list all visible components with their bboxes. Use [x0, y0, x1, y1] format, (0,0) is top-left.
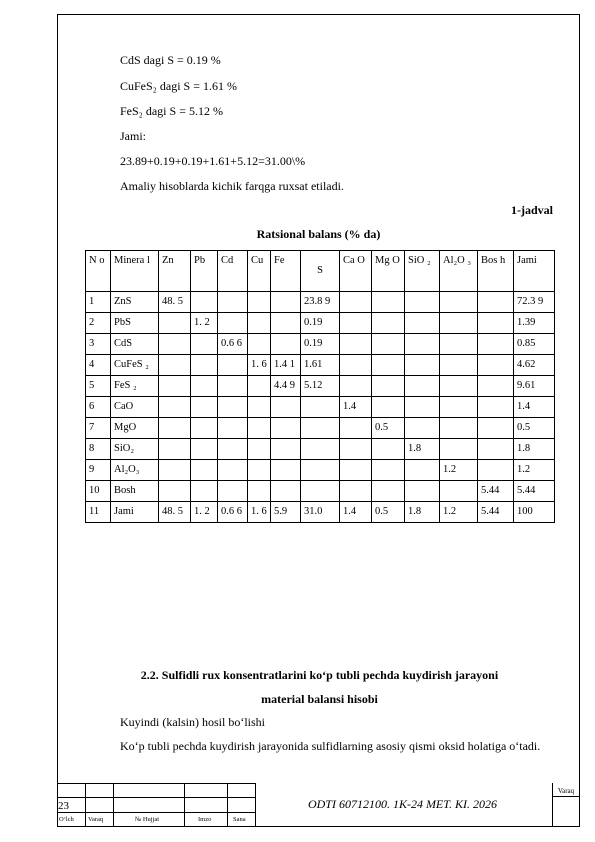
table-cell [159, 334, 191, 355]
table-cell [191, 460, 218, 481]
table-cell: CuFeS ₂ [111, 355, 159, 376]
table-cell [301, 418, 340, 439]
table-cell: 5.44 [478, 502, 514, 523]
table-cell [478, 334, 514, 355]
table-cell: 11 [86, 502, 111, 523]
paragraph-2: Ko‘p tubli pechda kuydirish jarayonida sulfidlarning asosiy qismi oksid holatiga o‘tadi. [120, 739, 541, 753]
header-cell: Fe [271, 251, 301, 292]
table-cell: 1 [86, 292, 111, 313]
table-cell [248, 460, 271, 481]
table-cell [159, 313, 191, 334]
table-cell: 3 [86, 334, 111, 355]
table-cell: ZnS [111, 292, 159, 313]
table-cell [191, 439, 218, 460]
table-cell: 1.4 [514, 397, 555, 418]
table-cell: 6 [86, 397, 111, 418]
table-cell: 1.2 [440, 502, 478, 523]
title-block-stamp [57, 783, 580, 827]
table-cell [405, 292, 440, 313]
table-cell: 48. 5 [159, 292, 191, 313]
table-cell [405, 376, 440, 397]
table-cell [218, 355, 248, 376]
table-cell: 0.19 [301, 334, 340, 355]
table-cell: 5 [86, 376, 111, 397]
table-cell [440, 439, 478, 460]
intro-line-6: Amaliy hisoblarda kichik farqga ruxsat etiladi. [120, 179, 344, 193]
table-cell: 1. 2 [191, 313, 218, 334]
table-cell [248, 418, 271, 439]
table-cell [218, 481, 248, 502]
table-cell: 1.4 [340, 502, 372, 523]
table-cell: 5.44 [478, 481, 514, 502]
page-number: 23 [58, 800, 69, 812]
header-cell: SiO ₂ [405, 251, 440, 292]
table-cell [191, 481, 218, 502]
table-cell [159, 376, 191, 397]
intro-line-3: FeS₂ dagi S = 5.12 % [120, 104, 223, 118]
table-cell: 7 [86, 418, 111, 439]
table-cell [218, 313, 248, 334]
table-cell [301, 397, 340, 418]
table-label: 1-jadval [511, 203, 553, 217]
table-cell: Al₂O₃ [111, 460, 159, 481]
table-row [86, 460, 555, 481]
header-cell: N o [86, 251, 111, 292]
table-cell [301, 481, 340, 502]
table-cell [271, 292, 301, 313]
table-cell: 8 [86, 439, 111, 460]
table-cell [301, 460, 340, 481]
table-cell [159, 439, 191, 460]
table-row [86, 376, 555, 397]
table-cell [340, 481, 372, 502]
table-cell [372, 334, 405, 355]
table-cell [218, 292, 248, 313]
table-cell: Jami [111, 502, 159, 523]
table-cell: FeS ₂ [111, 376, 159, 397]
table-cell: PbS [111, 313, 159, 334]
table-cell [301, 439, 340, 460]
table-cell [405, 313, 440, 334]
header-cell: Al₂O ₃ [440, 251, 478, 292]
table-cell [218, 460, 248, 481]
table-cell: 23.8 9 [301, 292, 340, 313]
paragraph-1: Kuyindi (kalsin) hosil bo‘lishi [120, 715, 265, 729]
table-cell [191, 418, 218, 439]
table-cell: 0.5 [372, 502, 405, 523]
table-cell [218, 418, 248, 439]
table-cell [218, 439, 248, 460]
stamp-col-hujjat: № Hujjat [135, 816, 160, 823]
table-cell [440, 418, 478, 439]
table-cell [271, 334, 301, 355]
table-cell [372, 460, 405, 481]
header-cell: Cd [218, 251, 248, 292]
table-cell [271, 439, 301, 460]
section-title-line-1: 2.2. Sulfidli rux konsentratlarini ko‘p tubli pechda kuydirish jarayoni [140, 668, 499, 682]
table-row [86, 481, 555, 502]
table-cell: 1.8 [405, 439, 440, 460]
table-row [86, 334, 555, 355]
table-cell: 5.44 [514, 481, 555, 502]
header-cell: Jami [514, 251, 555, 292]
table-cell: 1.2 [440, 460, 478, 481]
table-cell: 5.12 [301, 376, 340, 397]
table-cell: 1.4 [340, 397, 372, 418]
table-cell [478, 418, 514, 439]
table-row [86, 313, 555, 334]
table-cell [405, 460, 440, 481]
table-cell [340, 334, 372, 355]
table-cell: 31.0 [301, 502, 340, 523]
table-cell [340, 313, 372, 334]
header-cell: S [301, 251, 340, 292]
table-cell [271, 397, 301, 418]
table-cell [478, 313, 514, 334]
table-cell [159, 355, 191, 376]
table-cell [248, 481, 271, 502]
table-cell [218, 376, 248, 397]
stamp-col-sana: Sana [233, 816, 246, 823]
table-header-row [86, 251, 555, 292]
intro-line-1: CdS dagi S = 0.19 % [120, 53, 221, 67]
table-cell [218, 397, 248, 418]
table-cell: 100 [514, 502, 555, 523]
table-cell [478, 397, 514, 418]
table-cell: 2 [86, 313, 111, 334]
rational-balance-table [85, 250, 555, 523]
intro-line-4: Jami: [120, 129, 146, 143]
table-cell: 48. 5 [159, 502, 191, 523]
table-cell [191, 376, 218, 397]
table-cell: 0.6 6 [218, 502, 248, 523]
header-cell: Mg O [372, 251, 405, 292]
table-cell [340, 355, 372, 376]
table-cell [478, 355, 514, 376]
table-cell: 0.5 [372, 418, 405, 439]
header-cell: Pb [191, 251, 218, 292]
header-cell: Bos h [478, 251, 514, 292]
table-cell: 4 [86, 355, 111, 376]
table-cell: 10 [86, 481, 111, 502]
table-cell: 1.8 [405, 502, 440, 523]
table-cell [372, 439, 405, 460]
table-cell [248, 313, 271, 334]
table-cell [405, 418, 440, 439]
table-row [86, 292, 555, 313]
table-cell [372, 397, 405, 418]
header-cell: Zn [159, 251, 191, 292]
intro-line-5: 23.89+0.19+0.19+1.61+5.12=31.00\% [120, 154, 306, 168]
table-cell [248, 376, 271, 397]
table-cell [405, 397, 440, 418]
table-cell [248, 439, 271, 460]
table-cell [248, 397, 271, 418]
table-cell [405, 334, 440, 355]
table-row [86, 502, 555, 523]
table-row [86, 439, 555, 460]
table-cell [159, 460, 191, 481]
table-cell [340, 376, 372, 397]
table-cell [440, 292, 478, 313]
table-cell [440, 334, 478, 355]
table-cell: 1.39 [514, 313, 555, 334]
table-cell: Bosh [111, 481, 159, 502]
table-cell: 0.85 [514, 334, 555, 355]
table-cell: 9.61 [514, 376, 555, 397]
stamp-col-imzo: Imzo [198, 816, 212, 823]
header-cell: Minera l [111, 251, 159, 292]
table-cell: 0.19 [301, 313, 340, 334]
table-cell [478, 439, 514, 460]
table-cell [159, 481, 191, 502]
stamp-col-olch: O‘lch [59, 816, 74, 823]
table-cell [191, 355, 218, 376]
table-cell [440, 313, 478, 334]
table-cell: 1. 6 [248, 502, 271, 523]
table-cell: 1.2 [514, 460, 555, 481]
table-cell [340, 460, 372, 481]
document-code: ODTI 60712100. 1K-24 MET. KI. 2026 [307, 797, 498, 811]
table-row [86, 355, 555, 376]
table-cell [440, 376, 478, 397]
table-cell [372, 376, 405, 397]
header-cell: Ca O [340, 251, 372, 292]
table-cell [478, 292, 514, 313]
table-cell: 9 [86, 460, 111, 481]
table-cell: 0.6 6 [218, 334, 248, 355]
table-cell [440, 355, 478, 376]
table-cell: SiO₂ [111, 439, 159, 460]
table-cell: 4.62 [514, 355, 555, 376]
table-cell [271, 481, 301, 502]
table-cell [191, 292, 218, 313]
header-cell: Cu [248, 251, 271, 292]
table-row [86, 397, 555, 418]
table-cell: 1. 6 [248, 355, 271, 376]
table-cell: 0.5 [514, 418, 555, 439]
varaq-label: Varaq [557, 787, 575, 795]
table-cell [191, 334, 218, 355]
table-cell [159, 397, 191, 418]
table-cell: 1.61 [301, 355, 340, 376]
table-cell [340, 418, 372, 439]
table-cell [372, 313, 405, 334]
table-cell [271, 460, 301, 481]
table-cell: CaO [111, 397, 159, 418]
table-cell: 4.4 9 [271, 376, 301, 397]
table-cell [440, 397, 478, 418]
table-cell [271, 418, 301, 439]
table-title: Ratsional balans (% da) [256, 227, 381, 241]
table-cell: 5.9 [271, 502, 301, 523]
table-cell [405, 355, 440, 376]
table-cell [340, 439, 372, 460]
table-cell [372, 481, 405, 502]
table-cell [248, 292, 271, 313]
table-cell [248, 334, 271, 355]
table-cell: CdS [111, 334, 159, 355]
table-cell: 1.4 1 [271, 355, 301, 376]
table-cell: 72.3 9 [514, 292, 555, 313]
table-cell [159, 418, 191, 439]
table-cell [440, 481, 478, 502]
stamp-col-varaq: Varaq [88, 816, 104, 823]
table-cell [340, 292, 372, 313]
table-row [86, 418, 555, 439]
table-cell: 1. 2 [191, 502, 218, 523]
intro-line-2: CuFeS₂ dagi S = 1.61 % [120, 79, 237, 93]
table-cell [478, 376, 514, 397]
table-cell [372, 355, 405, 376]
table-cell [191, 397, 218, 418]
table-cell [478, 460, 514, 481]
table-cell: 1.8 [514, 439, 555, 460]
section-title-line-2: material balansi hisobi [261, 692, 378, 706]
table-cell: MgO [111, 418, 159, 439]
table-cell [405, 481, 440, 502]
table-cell [372, 292, 405, 313]
table-cell [271, 313, 301, 334]
